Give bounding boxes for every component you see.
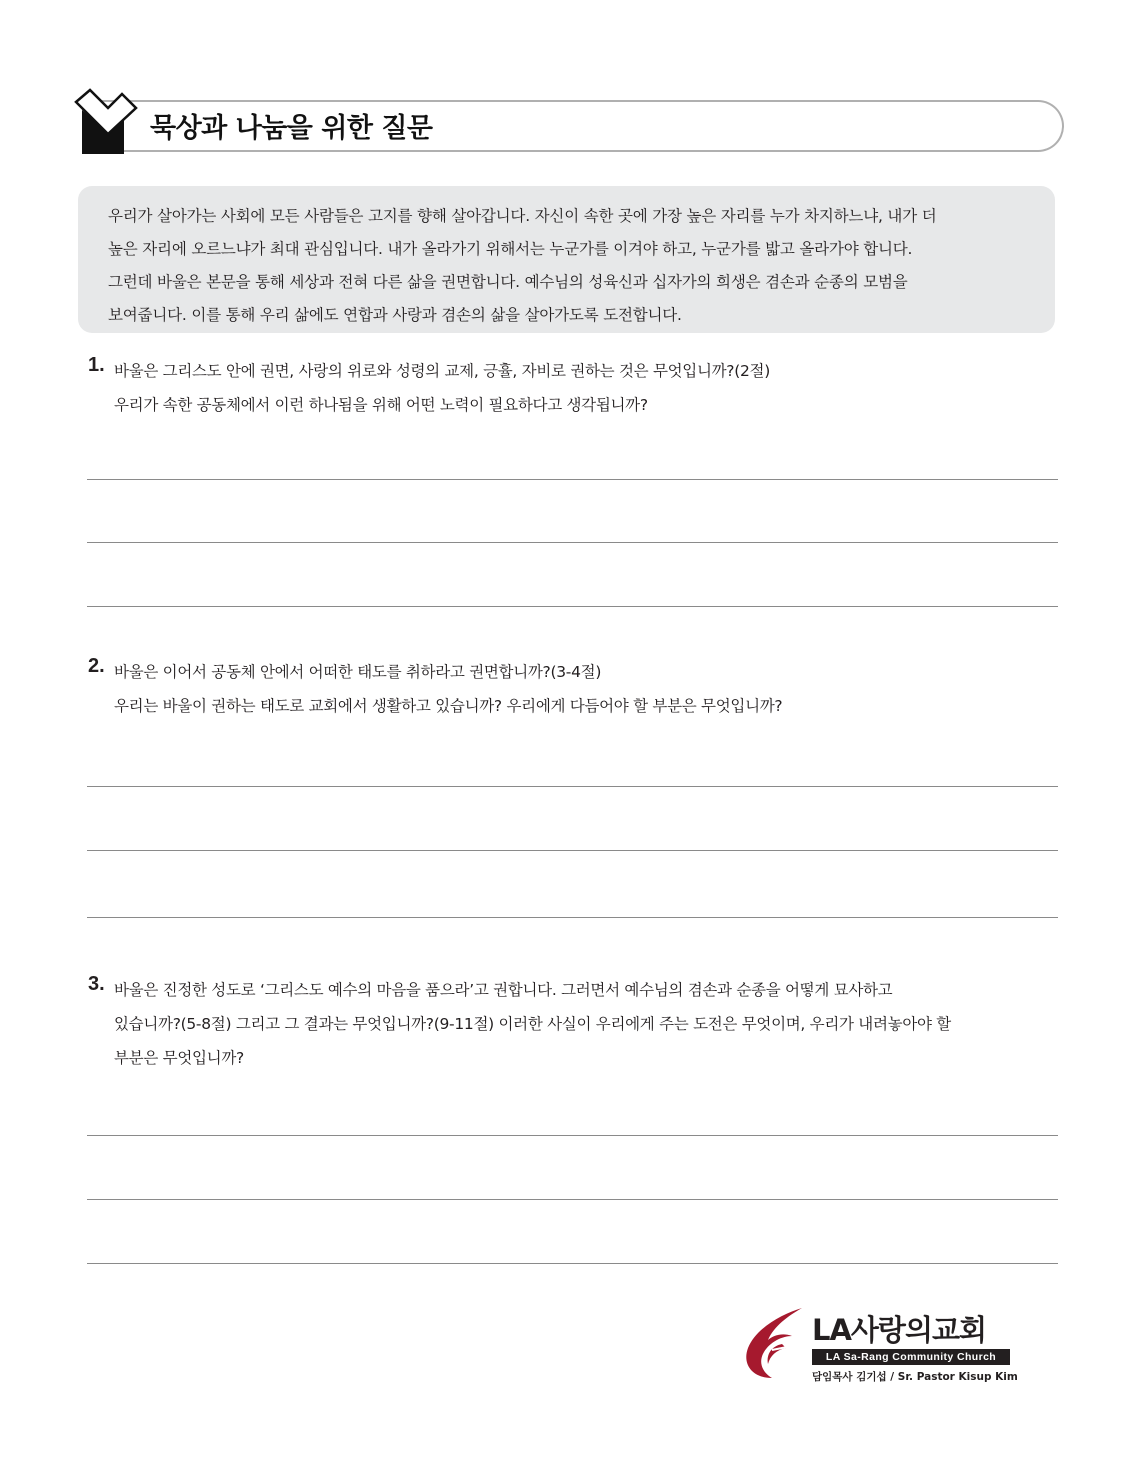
question-2: [88, 655, 1063, 723]
intro-line: 우리가 살아가는 사회에 모든 사람들은 고지를 향해 살아갑니다. 자신이 속한 곳에 가장 높은 자리를 누가 차지하느냐, 내가 더: [108, 207, 937, 225]
church-english-name: LA Sa-Rang Community Church: [812, 1349, 1010, 1365]
page-title: 묵상과 나눔을 위한 질문: [150, 113, 433, 144]
answer-line[interactable]: [87, 786, 1058, 787]
answer-line[interactable]: [87, 606, 1058, 607]
question-number: 1.: [88, 354, 105, 376]
question-text: 바울은 이어서 공동체 안에서 어떠한 태도를 취하라고 권면합니까?(3-4절): [114, 663, 602, 681]
question-text: 바울은 진정한 성도로 ‘그리스도 예수의 마음을 품으라’고 권합니다. 그러면서 예수님의 겸손과 순종을 어떻게 묘사하고: [114, 981, 893, 999]
answer-line[interactable]: [87, 542, 1058, 543]
flame-logo-icon: [742, 1306, 810, 1380]
answer-line[interactable]: [87, 1263, 1058, 1264]
intro-line: 그런데 바울은 본문을 통해 세상과 전혀 다른 삶을 권면합니다. 예수님의 성육신과 십자가의 희생은 겸손과 순종의 모범을: [108, 273, 908, 291]
question-number: 3.: [88, 973, 105, 995]
question-number: 2.: [88, 655, 105, 677]
answer-line[interactable]: [87, 1135, 1058, 1136]
intro-line: 보여줍니다. 이를 통해 우리 삶에도 연합과 사랑과 겸손의 삶을 살아가도록 도전합니다.: [108, 306, 682, 324]
pastor-name: 담임목사 김기섭 / Sr. Pastor Kisup Kim: [812, 1371, 1018, 1383]
question-text: 있습니까?(5-8절) 그리고 그 결과는 무엇입니까?(9-11절) 이러한 사실이 우리에게 주는 도전은 무엇이며, 우리가 내려놓아야 할: [114, 1015, 951, 1033]
answer-line[interactable]: [87, 1199, 1058, 1200]
question-text: 우리는 바울이 권하는 태도로 교회에서 생활하고 있습니까? 우리에게 다듬어야 할 부분은 무엇입니까?: [114, 697, 783, 715]
church-logo: [742, 1306, 1022, 1386]
intro-box: [78, 186, 1055, 333]
question-text: 우리가 속한 공동체에서 이런 하나됨을 위해 어떤 노력이 필요하다고 생각됩니까?: [114, 396, 648, 414]
answer-line[interactable]: [87, 479, 1058, 480]
checkmark-icon: [74, 88, 138, 156]
question-text: 바울은 그리스도 안에 권면, 사랑의 위로와 성령의 교제, 긍휼, 자비로 권하는 것은 무엇입니까?(2절): [114, 362, 770, 380]
question-3: [88, 973, 1063, 1075]
answer-line[interactable]: [87, 850, 1058, 851]
question-text: 부분은 무엇입니까?: [114, 1049, 244, 1067]
church-name: LA사랑의교회: [812, 1313, 986, 1347]
question-1: [88, 354, 1063, 422]
intro-line: 높은 자리에 오르느냐가 최대 관심입니다. 내가 올라가기 위해서는 누군가를 이겨야 하고, 누군가를 밟고 올라가야 합니다.: [108, 240, 913, 258]
answer-line[interactable]: [87, 917, 1058, 918]
